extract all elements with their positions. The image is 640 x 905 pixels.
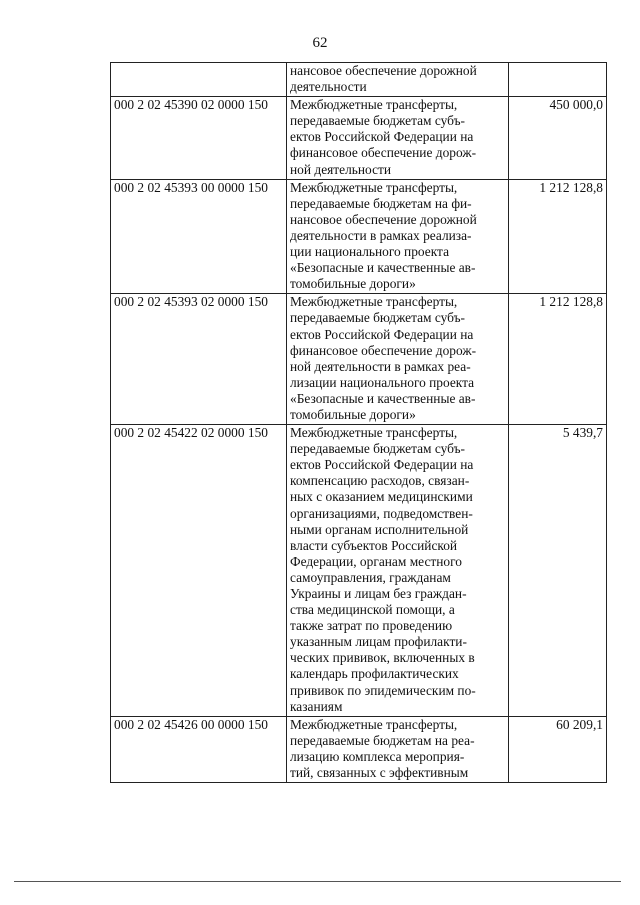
budget-code-cell: 000 2 02 45393 02 0000 150 — [111, 294, 287, 425]
budget-name-cell: нансовое обеспечение дорожной деятельности — [287, 63, 509, 97]
footer-divider — [14, 881, 621, 882]
amount-cell: 1 212 128,8 — [509, 179, 607, 294]
budget-code-cell: 000 2 02 45393 00 0000 150 — [111, 179, 287, 294]
amount-cell: 60 209,1 — [509, 716, 607, 782]
table-row — [111, 63, 607, 97]
budget-name-cell: Межбюджетные трансферты, передаваемые бюджетам на реа- лизацию комплекса мероприя- тий, связанных с эффективным — [287, 716, 509, 782]
page-number: 62 — [312, 35, 328, 51]
budget-name-cell: Межбюджетные трансферты, передаваемые бюджетам на фи- нансовое обеспечение дорожной деятельности в рамках реализа- ции национального проекта «Безопасные и качественные ав- томобильные дороги» — [287, 179, 509, 294]
table-row — [111, 716, 607, 782]
table-row — [111, 97, 607, 179]
budget-code-cell: 000 2 02 45390 02 0000 150 — [111, 97, 287, 179]
amount-cell: 5 439,7 — [509, 425, 607, 717]
table-row — [111, 179, 607, 294]
budget-table — [110, 62, 607, 783]
amount-cell: 450 000,0 — [509, 97, 607, 179]
budget-name-cell: Межбюджетные трансферты, передаваемые бюджетам субъ- ектов Российской Федерации на компенсацию расходов, связан- ных с оказанием медицинскими организациями, подведомствен- ными органам исполнительной власти субъектов Российской Федерации, органам местного самоуправления, гражданам Украины и лицам без граждан- ства медицинской помощи, а также затрат по проведению указанным лицам профилакти- ческих прививок, включенных в календарь профилактических прививок по эпидемическим по- казаниям — [287, 425, 509, 717]
table-row — [111, 294, 607, 425]
table-row — [111, 425, 607, 717]
amount-cell: 1 212 128,8 — [509, 294, 607, 425]
budget-name-cell: Межбюджетные трансферты, передаваемые бюджетам субъ- ектов Российской Федерации на финансовое обеспечение дорож- ной деятельности в рамках реа- лизации национального проекта «Безопасные и качественные ав- томобильные дороги» — [287, 294, 509, 425]
amount-cell — [509, 63, 607, 97]
budget-name-cell: Межбюджетные трансферты, передаваемые бюджетам субъ- ектов Российской Федерации на финансовое обеспечение дорож- ной деятельности — [287, 97, 509, 179]
budget-code-cell — [111, 63, 287, 97]
budget-code-cell: 000 2 02 45422 02 0000 150 — [111, 425, 287, 717]
budget-code-cell: 000 2 02 45426 00 0000 150 — [111, 716, 287, 782]
